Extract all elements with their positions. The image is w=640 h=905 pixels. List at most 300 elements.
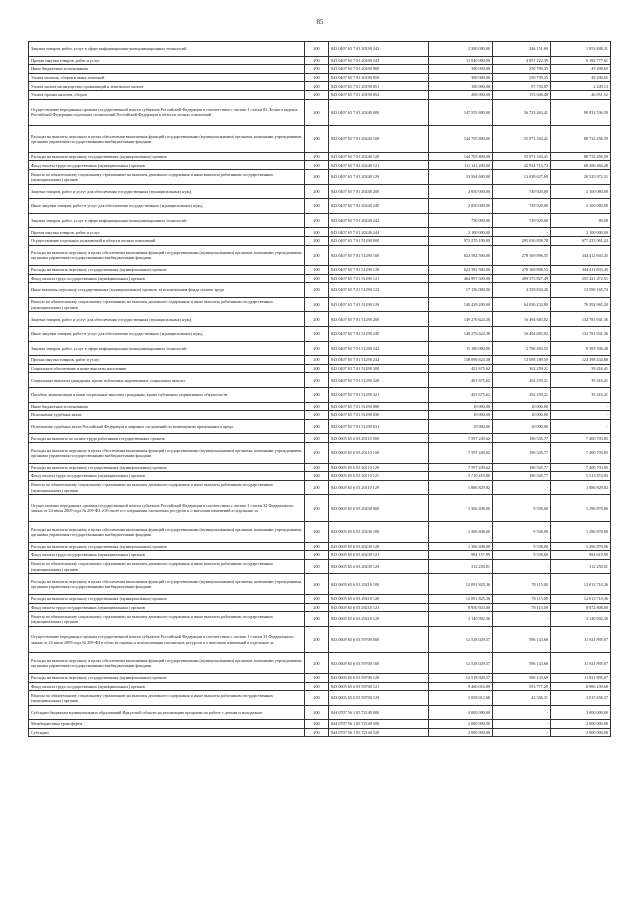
row-unexecuted-amount-cell: 3 015 656,37 bbox=[551, 691, 611, 706]
row-classification-code-cell: 843 0605 65 6 03 20230 000 bbox=[329, 495, 429, 522]
row-unexecuted-amount-cell: 8 872 808,00 bbox=[551, 603, 611, 612]
row-name-cell: Осуществление переданных органам государственной власти субъектов Российской Федерации в соответствии с частью 1 статьи 33 Федерального закона от 24 июля 2009 года № 209-ФЗ «Об охоте и о сохранении охотничьих ресурсов и о внесении изменений в отдельные за bbox=[29, 495, 305, 522]
table-row bbox=[29, 574, 611, 595]
row-classification-code-cell: 843 0407 65 7 01 20240 000 bbox=[329, 99, 429, 126]
row-code-cell: 200 bbox=[305, 551, 329, 560]
row-executed-amount-cell: 97 750,87 bbox=[493, 82, 551, 91]
row-classification-code-cell: 843 0407 65 7 01 51290 242 bbox=[329, 341, 429, 356]
row-classification-code-cell: 843 0407 65 7 01 51290 321 bbox=[329, 388, 429, 403]
table-row bbox=[29, 463, 611, 472]
row-approved-amount-cell: 1 306 408,00 bbox=[429, 542, 493, 551]
row-name-cell: Иные бюджетные ассигнования bbox=[29, 65, 305, 74]
row-classification-code-cell: 843 0407 65 7 01 51290 000 bbox=[329, 236, 429, 245]
row-classification-code-cell: 843 0407 65 7 01 51290 129 bbox=[329, 297, 429, 312]
row-unexecuted-amount-cell: 12 596 165,74 bbox=[551, 283, 611, 298]
row-classification-code-cell: 843 0605 65 6 03 29210 120 bbox=[329, 594, 429, 603]
row-classification-code-cell: 843 0407 65 7 01 20240 240 bbox=[329, 199, 429, 214]
row-approved-amount-cell: 11 180 000,00 bbox=[429, 341, 493, 356]
row-approved-amount-cell: 111 141 200,00 bbox=[429, 161, 493, 170]
row-executed-amount-cell: 596 133,60 bbox=[493, 626, 551, 653]
table-row bbox=[29, 213, 611, 228]
row-approved-amount-cell: 17 156 000,00 bbox=[429, 283, 493, 298]
row-classification-code-cell: 843 0605 65 6 03 29210 121 bbox=[329, 603, 429, 612]
row-classification-code-cell: 843 0407 65 7 01 20240 244 bbox=[329, 228, 429, 237]
row-name-cell: Взносы по обязательному социальному страхованию на выплаты денежного содержания и иные выплаты работникам государственных (муниципальных) органов bbox=[29, 169, 305, 184]
row-unexecuted-amount-cell: 132 781 941,36 bbox=[551, 312, 611, 327]
table-row bbox=[29, 419, 611, 434]
row-unexecuted-amount-cell: 344 412 603,45 bbox=[551, 266, 611, 275]
row-unexecuted-amount-cell: 20 525 972,31 bbox=[551, 169, 611, 184]
row-executed-amount-cell: 278 169 896,55 bbox=[493, 266, 551, 275]
table-row bbox=[29, 312, 611, 327]
row-classification-code-cell: 843 0605 65 6 03 20230 120 bbox=[329, 542, 429, 551]
table-row bbox=[29, 388, 611, 403]
row-approved-amount-cell: 11 040 000,00 bbox=[429, 56, 493, 65]
row-approved-amount-cell: 2 850 000,00 bbox=[429, 184, 493, 199]
row-executed-amount-cell: 78 115,00 bbox=[493, 594, 551, 603]
row-name-cell: Расходы на выплаты персоналу государственных (муниципальных) органов bbox=[29, 542, 305, 551]
table-row bbox=[29, 705, 611, 720]
row-code-cell: 200 bbox=[305, 90, 329, 99]
row-code-cell: 200 bbox=[305, 283, 329, 298]
row-name-cell: Фонд оплаты труда государственных (муниципальных) органов bbox=[29, 472, 305, 481]
row-executed-amount-cell: 749 920,00 bbox=[493, 213, 551, 228]
row-code-cell: 200 bbox=[305, 574, 329, 595]
row-code-cell: 200 bbox=[305, 612, 329, 627]
row-unexecuted-amount-cell: 80,00 bbox=[551, 213, 611, 228]
row-executed-amount-cell: 749 920,00 bbox=[493, 184, 551, 199]
row-code-cell: 200 bbox=[305, 542, 329, 551]
row-executed-amount-cell: 295 036 838,78 bbox=[493, 236, 551, 245]
row-classification-code-cell: 843 0407 65 7 01 20240 120 bbox=[329, 152, 429, 161]
row-name-cell: Уплата прочих налогов, сборов bbox=[29, 90, 305, 99]
row-approved-amount-cell: 401 675,62 bbox=[429, 373, 493, 388]
table-row bbox=[29, 152, 611, 161]
row-code-cell: 200 bbox=[305, 42, 329, 57]
row-executed-amount-cell: 2 796 493,52 bbox=[493, 341, 551, 356]
row-approved-amount-cell: 12 518 029,57 bbox=[429, 653, 493, 674]
row-unexecuted-amount-cell: 46 951,52 bbox=[551, 90, 611, 99]
row-code-cell: 200 bbox=[305, 266, 329, 275]
row-approved-amount-cell: 149 276 624,38 bbox=[429, 312, 493, 327]
row-executed-amount-cell: 10 000,00 bbox=[493, 402, 551, 411]
row-name-cell: Расходы на выплаты персоналу государственных (муниципальных) органов bbox=[29, 594, 305, 603]
row-name-cell: Расходы на выплаты персоналу в целях обеспечения выполнения функций государственными (муниципальными) органами, казенными учреждениями, органами управления государственными внебюджетными фондами bbox=[29, 443, 305, 464]
row-classification-code-cell: 843 0407 65 7 01 51290 244 bbox=[329, 356, 429, 365]
row-unexecuted-amount-cell: 1 886 829,82 bbox=[551, 480, 611, 495]
row-classification-code-cell: 843 0407 65 7 01 20240 121 bbox=[329, 161, 429, 170]
row-name-cell: Осуществление отдельных полномочий в области лесных отношений bbox=[29, 236, 305, 245]
row-code-cell: 200 bbox=[305, 228, 329, 237]
table-row bbox=[29, 161, 611, 170]
table-row bbox=[29, 65, 611, 74]
row-name-cell: Осуществление переданных органам государственной власти субъектов Российской Федерации в соответствии с частью 1 статьи 83 Лесного кодекса Российской Федерации отдельных полномочий Российской Федерации в области лесных отношений bbox=[29, 99, 305, 126]
row-approved-amount-cell: 312 250,01 bbox=[429, 559, 493, 574]
row-unexecuted-amount-cell: 1 296 870,00 bbox=[551, 495, 611, 522]
row-executed-amount-cell: 196 545,77 bbox=[493, 434, 551, 443]
row-classification-code-cell: 843 0407 65 7 01 20190 851 bbox=[329, 82, 429, 91]
row-executed-amount-cell: 362 259,21 bbox=[493, 373, 551, 388]
row-unexecuted-amount-cell: 2 000 000,00 bbox=[551, 705, 611, 720]
row-executed-amount-cell: 42 356,31 bbox=[493, 691, 551, 706]
table-row bbox=[29, 603, 611, 612]
row-approved-amount-cell: 401 675,62 bbox=[429, 388, 493, 403]
table-row bbox=[29, 521, 611, 542]
row-code-cell: 200 bbox=[305, 626, 329, 653]
row-classification-code-cell: 843 0605 65 6 03 20230 129 bbox=[329, 559, 429, 574]
table-row bbox=[29, 612, 611, 627]
row-code-cell: 200 bbox=[305, 402, 329, 411]
table-row bbox=[29, 673, 611, 682]
row-name-cell: Расходы на выплаты персоналу в целях обеспечения выполнения функций государственными (муниципальными) органами, казенными учреждениями, органами управления государственными внебюджетными фондами bbox=[29, 126, 305, 153]
row-approved-amount-cell: 7 597 249,62 bbox=[429, 443, 493, 464]
row-approved-amount-cell: 401 675,62 bbox=[429, 364, 493, 373]
table-row bbox=[29, 626, 611, 653]
row-code-cell: 200 bbox=[305, 73, 329, 82]
row-unexecuted-amount-cell: 8 383 506,48 bbox=[551, 341, 611, 356]
row-approved-amount-cell: 12 518 029,57 bbox=[429, 626, 493, 653]
row-executed-amount-cell: - bbox=[493, 559, 551, 574]
row-approved-amount-cell: 147 555 800,00 bbox=[429, 99, 493, 126]
row-classification-code-cell: 843 0605 65 6 03 20230 121 bbox=[329, 551, 429, 560]
table-row bbox=[29, 373, 611, 388]
row-executed-amount-cell: 78 115,00 bbox=[493, 603, 551, 612]
row-executed-amount-cell: 196 545,77 bbox=[493, 463, 551, 472]
table-row bbox=[29, 266, 611, 275]
row-approved-amount-cell: 2 100 000,00 bbox=[429, 228, 493, 237]
row-classification-code-cell: 843 0407 65 7 01 51290 320 bbox=[329, 373, 429, 388]
row-classification-code-cell: 843 0407 65 7 01 51290 200 bbox=[329, 312, 429, 327]
table-row bbox=[29, 402, 611, 411]
row-executed-amount-cell: 250 799,35 bbox=[493, 73, 551, 82]
row-executed-amount-cell: 13 698 189,50 bbox=[493, 356, 551, 365]
row-unexecuted-amount-cell: 2 249,13 bbox=[551, 82, 611, 91]
row-approved-amount-cell: 144 705 800,00 bbox=[429, 126, 493, 153]
row-name-cell: Расходы на выплаты персоналу в целях обеспечения выполнения функций государственными (муниципальными) органами, казенными учреждениями, органами управления государственными внебюджетными фондами bbox=[29, 574, 305, 595]
table-row bbox=[29, 126, 611, 153]
row-executed-amount-cell: 16 494 683,02 bbox=[493, 327, 551, 342]
table-row bbox=[29, 443, 611, 464]
row-executed-amount-cell: 362 259,21 bbox=[493, 364, 551, 373]
row-executed-amount-cell: 10 000,00 bbox=[493, 419, 551, 434]
row-unexecuted-amount-cell: 344 412 603,45 bbox=[551, 245, 611, 266]
row-code-cell: 200 bbox=[305, 419, 329, 434]
row-unexecuted-amount-cell: 39 416,41 bbox=[551, 388, 611, 403]
row-unexecuted-amount-cell: 12 013 710,36 bbox=[551, 574, 611, 595]
row-executed-amount-cell: 55 973 343,41 bbox=[493, 152, 551, 161]
row-executed-amount-cell: 250 799,35 bbox=[493, 65, 551, 74]
row-approved-amount-cell: 3 140 902,36 bbox=[429, 612, 493, 627]
table-row bbox=[29, 682, 611, 691]
row-executed-amount-cell: 55 973 343,41 bbox=[493, 126, 551, 153]
row-approved-amount-cell: 8 950 923,00 bbox=[429, 603, 493, 612]
table-row bbox=[29, 364, 611, 373]
row-approved-amount-cell: 300 000,00 bbox=[429, 73, 493, 82]
row-executed-amount-cell: - bbox=[493, 728, 551, 737]
row-classification-code-cell: 843 0407 65 7 01 20190 800 bbox=[329, 65, 429, 74]
row-name-cell: Исполнение судебных актов bbox=[29, 411, 305, 420]
row-code-cell: 200 bbox=[305, 705, 329, 720]
row-name-cell: Взносы по обязательному социальному страхованию на выплаты денежного содержания и иные выплаты работникам государственных (муниципальных) органов bbox=[29, 691, 305, 706]
row-name-cell: Прочая закупка товаров, работ и услуг bbox=[29, 356, 305, 365]
row-code-cell: 200 bbox=[305, 236, 329, 245]
row-unexecuted-amount-cell: 1 953 848,31 bbox=[551, 42, 611, 57]
row-classification-code-cell: 843 0407 65 7 01 20190 242 bbox=[329, 42, 429, 57]
row-code-cell: 200 bbox=[305, 99, 329, 126]
row-executed-amount-cell: - bbox=[493, 480, 551, 495]
row-executed-amount-cell: 278 169 896,55 bbox=[493, 245, 551, 266]
row-classification-code-cell: 843 0407 65 7 01 51290 121 bbox=[329, 274, 429, 283]
row-executed-amount-cell: 596 133,60 bbox=[493, 673, 551, 682]
row-unexecuted-amount-cell: 2 100 000,00 bbox=[551, 228, 611, 237]
row-unexecuted-amount-cell: 3 140 902,36 bbox=[551, 612, 611, 627]
row-unexecuted-amount-cell: 88 732 456,59 bbox=[551, 152, 611, 161]
row-classification-code-cell: 843 0407 65 7 01 20240 129 bbox=[329, 169, 429, 184]
row-unexecuted-amount-cell: 39 416,41 bbox=[551, 364, 611, 373]
row-classification-code-cell: 843 0407 65 7 01 51290 240 bbox=[329, 327, 429, 342]
row-name-cell: Осуществление переданных органам государственной власти субъектов Российской Федерации в соответствии с частью 1 статьи 33 Федерального закона от 24 июля 2009 года № 209-ФЗ в области охраны и использования охотничьих ресурсов и о внесении изменений в отдельные за bbox=[29, 626, 305, 653]
row-classification-code-cell: 843 0605 65 6 03 20110 121 bbox=[329, 472, 429, 481]
row-code-cell: 200 bbox=[305, 274, 329, 283]
row-approved-amount-cell: 10 000,00 bbox=[429, 419, 493, 434]
row-approved-amount-cell: 10 000,00 bbox=[429, 411, 493, 420]
row-name-cell: Субсидии бюджетам муниципальных образований Иркутской области на реализацию программ по работе с детьми и молодежью bbox=[29, 705, 305, 720]
row-code-cell: 200 bbox=[305, 653, 329, 674]
row-unexecuted-amount-cell: 7 400 703,85 bbox=[551, 434, 611, 443]
row-approved-amount-cell: 2 300 000,00 bbox=[429, 42, 493, 57]
row-executed-amount-cell: 4 559 834,26 bbox=[493, 283, 551, 298]
row-approved-amount-cell: 1 886 829,82 bbox=[429, 480, 493, 495]
row-unexecuted-amount-cell: 49 200,65 bbox=[551, 65, 611, 74]
table-row bbox=[29, 691, 611, 706]
row-name-cell: Социальные выплаты гражданам, кроме публичных нормативных социальных выплат bbox=[29, 373, 305, 388]
row-code-cell: 200 bbox=[305, 603, 329, 612]
row-unexecuted-amount-cell: 132 781 941,36 bbox=[551, 327, 611, 342]
row-code-cell: 200 bbox=[305, 388, 329, 403]
row-name-cell: Фонд оплаты труда государственных (муниципальных) органов bbox=[29, 551, 305, 560]
row-approved-amount-cell: 12 518 029,57 bbox=[429, 673, 493, 682]
row-unexecuted-amount-cell: 39 416,41 bbox=[551, 373, 611, 388]
row-name-cell: Прочая закупка товаров, работ и услуг bbox=[29, 228, 305, 237]
row-name-cell: Фонд оплаты труда государственных (муниципальных) органов bbox=[29, 682, 305, 691]
row-approved-amount-cell: 5 710 419,80 bbox=[429, 472, 493, 481]
table-row bbox=[29, 480, 611, 495]
row-name-cell: Фонд оплаты труда государственных (муниципальных) органов bbox=[29, 603, 305, 612]
table-row bbox=[29, 82, 611, 91]
row-code-cell: 200 bbox=[305, 373, 329, 388]
row-code-cell: 200 bbox=[305, 691, 329, 706]
row-executed-amount-cell: 362 259,21 bbox=[493, 388, 551, 403]
table-row bbox=[29, 728, 611, 737]
row-code-cell: 200 bbox=[305, 356, 329, 365]
row-classification-code-cell: 843 0605 65 6 03 20110 000 bbox=[329, 434, 429, 443]
row-approved-amount-cell: 144 705 800,00 bbox=[429, 152, 493, 161]
row-approved-amount-cell: 7 597 249,62 bbox=[429, 463, 493, 472]
row-name-cell: Закупка товаров, работ, услуг в сфере информационно-коммуникационных технологий bbox=[29, 42, 305, 57]
row-executed-amount-cell: 9 538,00 bbox=[493, 495, 551, 522]
row-classification-code-cell: 843 0605 65 6 03 20110 120 bbox=[329, 463, 429, 472]
row-classification-code-cell: 843 0407 65 7 01 20240 242 bbox=[329, 213, 429, 228]
row-code-cell: 200 bbox=[305, 480, 329, 495]
row-code-cell: 200 bbox=[305, 199, 329, 214]
table-row bbox=[29, 236, 611, 245]
row-classification-code-cell: 843 0605 65 6 03 59700 100 bbox=[329, 653, 429, 674]
budget-execution-table bbox=[28, 41, 611, 737]
row-executed-amount-cell: 4 857 222,39 bbox=[493, 56, 551, 65]
row-executed-amount-cell: 9 538,00 bbox=[493, 542, 551, 551]
table-row bbox=[29, 434, 611, 443]
row-approved-amount-cell: 2 000 000,00 bbox=[429, 720, 493, 729]
row-classification-code-cell: 844 0707 56 1 05 72140 520 bbox=[329, 728, 429, 737]
row-unexecuted-amount-cell: 2 000 000,00 bbox=[551, 728, 611, 737]
row-code-cell: 200 bbox=[305, 312, 329, 327]
row-unexecuted-amount-cell: 68 206 484,28 bbox=[551, 161, 611, 170]
page-number: 85 bbox=[316, 18, 324, 26]
row-executed-amount-cell: 196 545,77 bbox=[493, 472, 551, 481]
table-row bbox=[29, 199, 611, 214]
row-name-cell: Закупка товаров, работ и услуг для обеспечения государственных (муниципальных) нужд bbox=[29, 184, 305, 199]
row-unexecuted-amount-cell: 312 250,01 bbox=[551, 559, 611, 574]
table-row bbox=[29, 720, 611, 729]
row-code-cell: 200 bbox=[305, 341, 329, 356]
table-row bbox=[29, 542, 611, 551]
row-name-cell: Иные выплаты персоналу государственных (муниципальных) органов, за исключением фонда оплаты труда bbox=[29, 283, 305, 298]
row-unexecuted-amount-cell: 11 921 895,97 bbox=[551, 673, 611, 682]
table-row bbox=[29, 472, 611, 481]
row-approved-amount-cell: 100 000,00 bbox=[429, 82, 493, 91]
row-name-cell: Расходы на выплаты по оплате труда работников государственных органов bbox=[29, 434, 305, 443]
row-code-cell: 200 bbox=[305, 434, 329, 443]
row-classification-code-cell: 843 0605 65 6 03 59700 129 bbox=[329, 691, 429, 706]
row-approved-amount-cell: 200 000,00 bbox=[429, 90, 493, 99]
row-unexecuted-amount-cell: 124 398 434,88 bbox=[551, 356, 611, 365]
row-unexecuted-amount-cell: 677 233 961,22 bbox=[551, 236, 611, 245]
row-approved-amount-cell: 1 306 408,00 bbox=[429, 521, 493, 542]
table-row bbox=[29, 297, 611, 312]
row-classification-code-cell: 843 0605 65 6 03 20230 100 bbox=[329, 521, 429, 542]
table-row bbox=[29, 73, 611, 82]
row-name-cell: Исполнение судебных актов Российской Федерации и мировых соглашений по возмещению причиненного вреда bbox=[29, 419, 305, 434]
row-unexecuted-amount-cell: 11 921 895,97 bbox=[551, 626, 611, 653]
row-code-cell: 200 bbox=[305, 472, 329, 481]
row-classification-code-cell: 843 0407 65 7 01 51290 800 bbox=[329, 402, 429, 411]
table-row bbox=[29, 551, 611, 560]
row-executed-amount-cell: 346 151,69 bbox=[493, 42, 551, 57]
table-row bbox=[29, 99, 611, 126]
row-code-cell: 200 bbox=[305, 65, 329, 74]
row-name-cell: Межбюджетные трансферты bbox=[29, 720, 305, 729]
row-approved-amount-cell: 622 582 500,00 bbox=[429, 245, 493, 266]
row-name-cell: Уплата налога на имущество организаций и земельного налога bbox=[29, 82, 305, 91]
row-approved-amount-cell: 33 564 600,00 bbox=[429, 169, 493, 184]
row-name-cell: Закупка товаров, работ, услуг в сфере информационно-коммуникационных технологий bbox=[29, 213, 305, 228]
row-executed-amount-cell: 56 723 263,41 bbox=[493, 99, 551, 126]
row-executed-amount-cell: - bbox=[493, 705, 551, 720]
row-approved-amount-cell: 12 091 825,36 bbox=[429, 574, 493, 595]
table-row bbox=[29, 411, 611, 420]
row-code-cell: 200 bbox=[305, 521, 329, 542]
row-approved-amount-cell: 1 306 408,00 bbox=[429, 495, 493, 522]
row-executed-amount-cell: 153 048,48 bbox=[493, 90, 551, 99]
table-row bbox=[29, 245, 611, 266]
row-executed-amount-cell: 9 538,00 bbox=[493, 521, 551, 542]
table-row bbox=[29, 90, 611, 99]
row-unexecuted-amount-cell: 49 200,65 bbox=[551, 73, 611, 82]
row-approved-amount-cell: 2 850 000,00 bbox=[429, 199, 493, 214]
table-row bbox=[29, 495, 611, 522]
row-code-cell: 200 bbox=[305, 245, 329, 266]
table-row bbox=[29, 283, 611, 298]
row-name-cell: Расходы на выплаты персоналу в целях обеспечения выполнения функций государственными (муниципальными) органами, казенными учреждениями, органами управления государственными внебюджетными фондами bbox=[29, 521, 305, 542]
row-executed-amount-cell: 13 038 627,69 bbox=[493, 169, 551, 184]
row-classification-code-cell: 843 0605 65 6 03 59700 000 bbox=[329, 626, 429, 653]
row-code-cell: 200 bbox=[305, 411, 329, 420]
row-code-cell: 200 bbox=[305, 297, 329, 312]
row-name-cell: Иные закупки товаров, работ и услуг для обеспечения государственных (муниципальных) нужд bbox=[29, 327, 305, 342]
row-executed-amount-cell: 553 777,29 bbox=[493, 682, 551, 691]
row-name-cell: Взносы по обязательному социальному страхованию на выплаты денежного содержания и иные выплаты работникам государственных (муниципальных) органов bbox=[29, 612, 305, 627]
row-approved-amount-cell: 3 058 012,68 bbox=[429, 691, 493, 706]
row-classification-code-cell: 843 0407 65 7 01 20190 850 bbox=[329, 73, 429, 82]
row-executed-amount-cell: 78 115,00 bbox=[493, 574, 551, 595]
row-classification-code-cell: 843 0407 65 7 01 51290 120 bbox=[329, 266, 429, 275]
row-approved-amount-cell: 12 091 825,36 bbox=[429, 594, 493, 603]
row-code-cell: 200 bbox=[305, 594, 329, 603]
row-classification-code-cell: 843 0407 65 7 01 51290 830 bbox=[329, 411, 429, 420]
row-executed-amount-cell: 64 036 234,80 bbox=[493, 297, 551, 312]
row-code-cell: 200 bbox=[305, 463, 329, 472]
row-approved-amount-cell: 750 000,00 bbox=[429, 213, 493, 228]
row-code-cell: 200 bbox=[305, 364, 329, 373]
table-row bbox=[29, 327, 611, 342]
row-code-cell: 200 bbox=[305, 169, 329, 184]
row-code-cell: 200 bbox=[305, 728, 329, 737]
row-classification-code-cell: 843 0605 65 6 03 20110 100 bbox=[329, 443, 429, 464]
row-classification-code-cell: 843 0605 65 6 03 20110 129 bbox=[329, 480, 429, 495]
row-classification-code-cell: 843 0605 65 6 03 59700 120 bbox=[329, 673, 429, 682]
row-executed-amount-cell: 42 934 715,72 bbox=[493, 161, 551, 170]
row-approved-amount-cell: 464 997 300,00 bbox=[429, 274, 493, 283]
row-unexecuted-amount-cell: 11 921 895,97 bbox=[551, 653, 611, 674]
row-classification-code-cell: 843 0407 65 7 01 20240 100 bbox=[329, 126, 429, 153]
row-approved-amount-cell: 2 000 000,00 bbox=[429, 705, 493, 720]
table-row bbox=[29, 228, 611, 237]
row-classification-code-cell: 843 0605 65 6 03 59700 121 bbox=[329, 682, 429, 691]
table-row bbox=[29, 594, 611, 603]
row-unexecuted-amount-cell: 984 619,99 bbox=[551, 551, 611, 560]
table-row bbox=[29, 169, 611, 184]
table-row bbox=[29, 274, 611, 283]
row-name-cell: Закупка товаров, работ и услуг для обеспечения государственных (муниципальных) нужд bbox=[29, 312, 305, 327]
row-approved-amount-cell: 138 096 624,38 bbox=[429, 356, 493, 365]
row-classification-code-cell: 843 0407 65 7 01 20190 244 bbox=[329, 56, 429, 65]
row-approved-amount-cell: 994 157,99 bbox=[429, 551, 493, 560]
row-unexecuted-amount-cell: 2 000 000,00 bbox=[551, 720, 611, 729]
row-executed-amount-cell: 9 538,00 bbox=[493, 551, 551, 560]
row-approved-amount-cell: 972 270 100,00 bbox=[429, 236, 493, 245]
row-name-cell: Социальное обеспечение и иные выплаты населению bbox=[29, 364, 305, 373]
table-row bbox=[29, 653, 611, 674]
row-executed-amount-cell: 749 920,00 bbox=[493, 199, 551, 214]
table-row bbox=[29, 184, 611, 199]
row-unexecuted-amount-cell: - bbox=[551, 411, 611, 420]
row-name-cell: Взносы по обязательному социальному страхованию на выплаты денежного содержания и иные выплаты работникам государственных (муниципальных) органов bbox=[29, 559, 305, 574]
row-unexecuted-amount-cell: 1 296 870,00 bbox=[551, 542, 611, 551]
row-unexecuted-amount-cell: 2 100 080,00 bbox=[551, 199, 611, 214]
row-unexecuted-amount-cell: - bbox=[551, 419, 611, 434]
row-executed-amount-cell: 209 575 827,49 bbox=[493, 274, 551, 283]
row-classification-code-cell: 843 0407 65 7 01 20190 852 bbox=[329, 90, 429, 99]
